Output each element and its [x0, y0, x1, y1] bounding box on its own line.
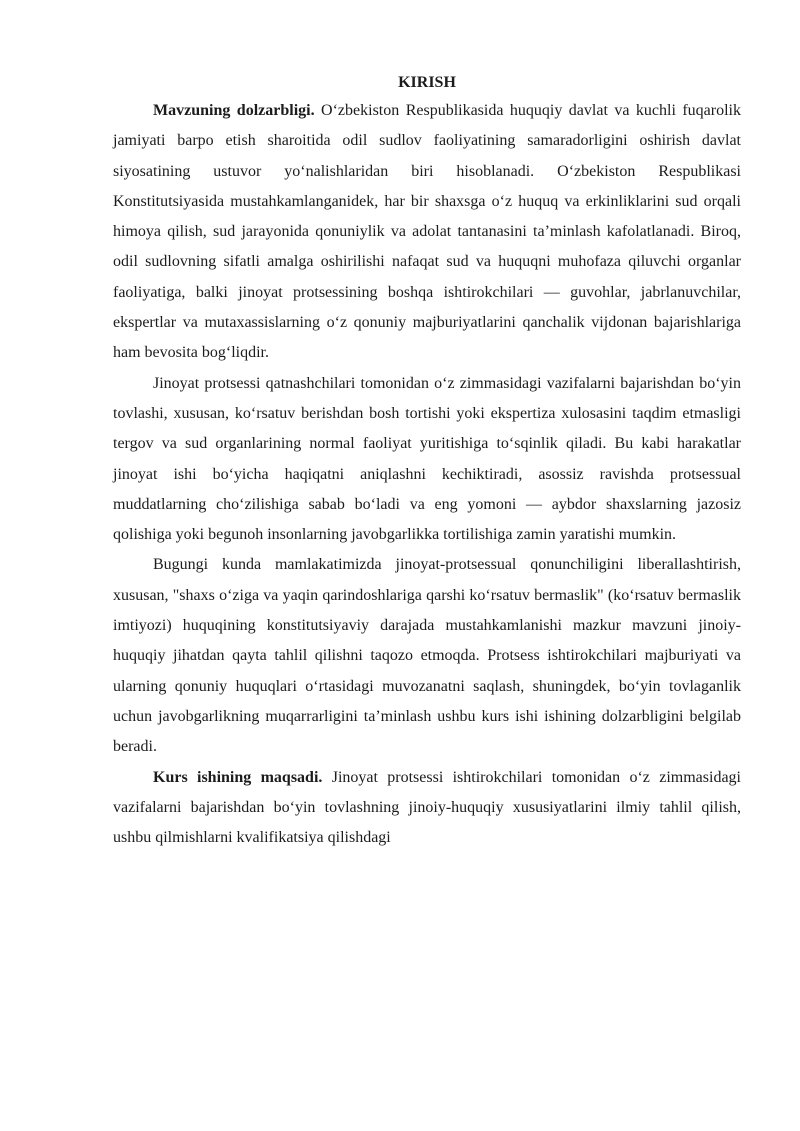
paragraph-relevance [113, 96, 741, 369]
paragraph-text: Jinoyat protsessi ishtirokchilari tomonidan o‘z zimmasidagi vazifalarni bajarishdan bo‘yin tovlashning jinoiy-huquqiy xususiyatlarini ilmiy tahlil qilish, ushbu qilmishlarni kvalifikatsiya qilishdagi [113, 768, 741, 847]
paragraph-text: Jinoyat protsessi qatnashchilari tomonidan o‘z zimmasidagi vazifalarni bajarishdan bo‘yin tovlashi, xususan, ko‘rsatuv berishdan bosh tortishi yoki ekspertiza xulosasini taqdim etmasligi tergov va sud organlarining normal faoliyat yuritishiga to‘sqinlik qiladi. Bu kabi harakatlar jinoyat ishi bo‘yicha haqiqatni aniqlashni kechiktiradi, asossiz ravishda protsessual muddatlarning cho‘zilishiga sabab bo‘ladi va eng yomoni — aybdor shaxslarning jazosiz qolishiga yoki begunoh insonlarning javobgarlikka tortilishiga zamin yaratishi mumkin. [113, 374, 741, 544]
document-page [113, 70, 741, 853]
paragraph-text: O‘zbekiston Respublikasida huquqiy davlat va kuchli fuqarolik jamiyati barpo etish sharoitida odil sudlov faoliyatining samaradorligini oshirish davlat siyosatining ustuvor yo‘nalishlaridan biri hisoblanadi. O‘zbekiston Respublikasi Konstitutsiyasida mustahkamlanganidek, har bir shaxsga o‘z huquq va erkinliklarini sud orqali himoya qilish, sud jarayonida qonuniylik va adolat tantanasini ta’minlash kafolatlanadi. Biroq, odil sudlovning sifatli amalga oshirilishi nafaqat sud va huquqni muhofaza qiluvchi organlar faoliyatiga, balki jinoyat protsessining boshqa ishtirokchilari — guvohlar, jabrlanuvchilar, ekspertlar va mutaxassislarning o‘z qonuniy majburiyatlarini qanchalik vijdonan bajarishlariga ham bevosita bog‘liqdir. [113, 102, 741, 362]
paragraph-liberalization [113, 550, 741, 762]
section-title: KIRISH [398, 74, 456, 91]
paragraph-goal [113, 763, 741, 854]
paragraph-lead: Kurs ishining maqsadi. [153, 768, 323, 786]
paragraph-evasion [113, 369, 741, 551]
paragraph-text: Bugungi kunda mamlakatimizda jinoyat-protsessual qonunchiligini liberallashtirish, xususan, "shaxs o‘ziga va yaqin qarindoshlariga qarshi ko‘rsatuv bermaslik" (ko‘rsatuv bermaslik imtiyozi) huquqining konstitutsiyaviy darajada mustahkamlanishi mazkur mavzuni jinoiy-huquqiy jihatdan qayta tahlil qilishni taqozo etmoqda. Protsess ishtirokchilari majburiyati va ularning qonuniy huquqlari o‘rtasidagi muvozanatni saqlash, shuningdek, bo‘yin tovlaganlik uchun javobgarlikning muqarrarligini ta’minlash ushbu kurs ishi ishining dolzarbligini belgilab beradi. [113, 556, 741, 756]
paragraph-lead: Mavzuning dolzarbligi. [153, 102, 315, 119]
